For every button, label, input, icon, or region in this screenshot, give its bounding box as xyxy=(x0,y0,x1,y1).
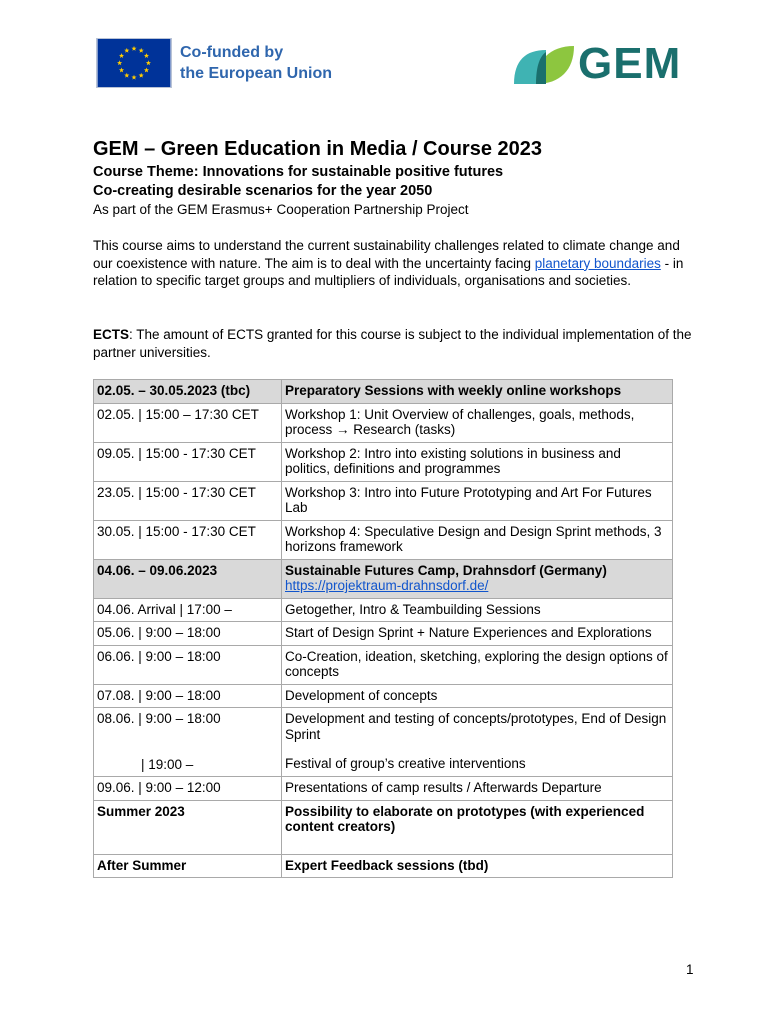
course-subtitle: Co-creating desirable scenarios for the year 2050 xyxy=(93,183,433,199)
project-line: As part of the GEM Erasmus+ Cooperation Partnership Project xyxy=(93,202,469,217)
table-cell-date: 02.05. | 15:00 – 17:30 CET xyxy=(94,403,282,442)
eu-flag-icon xyxy=(96,38,172,88)
gem-logo xyxy=(512,39,682,88)
table-cell-date: 06.06. | 9:00 – 18:00 xyxy=(94,645,282,684)
table-row xyxy=(94,403,673,442)
prep-header-row xyxy=(94,380,673,404)
table-cell-date: After Summer xyxy=(94,854,282,878)
table-cell-date: 07.08. | 9:00 – 18:00 xyxy=(94,684,282,708)
page-number: 1 xyxy=(686,962,694,977)
table-row xyxy=(94,481,673,520)
table-cell-desc: Workshop 4: Speculative Design and Design Sprint methods, 3 horizons framework xyxy=(282,520,673,559)
table-row xyxy=(94,708,673,777)
ects-label: ECTS xyxy=(93,327,130,342)
gem-leaf-icon xyxy=(512,44,576,86)
ects-paragraph xyxy=(93,326,693,361)
intro-text-before: This course aims to understand the current sustainability challenges related to climate change and our coexistence with nature. The aim is to deal with the uncertainty facing xyxy=(93,238,680,271)
table-cell-date: 04.06. Arrival | 17:00 – xyxy=(94,598,282,622)
ects-text: : The amount of ECTS granted for this course is subject to the individual implementation of the partner universities. xyxy=(93,327,692,360)
schedule-table xyxy=(93,379,673,878)
camp-title: Sustainable Futures Camp, Drahnsdorf (Germany) xyxy=(285,562,607,578)
table-cell-date: 04.06. – 09.06.2023 xyxy=(94,559,282,598)
eu-text-line1: Co-funded by xyxy=(180,44,284,61)
table-row xyxy=(94,442,673,481)
table-cell-date: 09.06. | 9:00 – 12:00 xyxy=(94,777,282,801)
table-cell-date: 02.05. – 30.05.2023 (tbc) xyxy=(94,380,282,404)
table-cell-date: 23.05. | 15:00 - 17:30 CET xyxy=(94,481,282,520)
date-line: 08.06. | 9:00 – 18:00 xyxy=(97,711,221,726)
table-cell-desc: Workshop 1: Unit Overview of challenges, goals, methods, process → Research (tasks) xyxy=(282,403,673,442)
table-cell-desc: Presentations of camp results / Afterwards Departure xyxy=(282,777,673,801)
table-cell-desc xyxy=(282,708,673,777)
eu-cofunded-text xyxy=(180,42,332,84)
summer-row xyxy=(94,800,673,854)
table-cell-date xyxy=(94,708,282,777)
table-cell-date: Summer 2023 xyxy=(94,800,282,854)
after-summer-row xyxy=(94,854,673,878)
table-cell-desc: Development of concepts xyxy=(282,684,673,708)
table-cell-desc: Start of Design Sprint + Nature Experiences and Explorations xyxy=(282,622,673,646)
table-row xyxy=(94,598,673,622)
gem-wordmark: GEM xyxy=(578,39,682,88)
table-row xyxy=(94,777,673,801)
evening-activity: Festival of group’s creative interventions xyxy=(285,756,526,771)
table-cell-desc: Workshop 3: Intro into Future Prototyping and Art For Futures Lab xyxy=(282,481,673,520)
intro-paragraph xyxy=(93,237,698,290)
table-cell-desc: Expert Feedback sessions (tbd) xyxy=(282,854,673,878)
evening-time: | 19:00 – xyxy=(141,756,194,772)
table-cell-date: 30.05. | 15:00 - 17:30 CET xyxy=(94,520,282,559)
table-cell-desc xyxy=(282,559,673,598)
desc-line: Development and testing of concepts/prototypes, End of Design Sprint xyxy=(285,711,667,742)
table-cell-date: 05.06. | 9:00 – 18:00 xyxy=(94,622,282,646)
intro-text-after: - in relation to specific target groups and multipliers of individuals, organisations and societies. xyxy=(93,255,684,289)
table-cell-desc: Co-Creation, ideation, sketching, exploring the design options of concepts xyxy=(282,645,673,684)
table-row xyxy=(94,645,673,684)
camp-website-link[interactable]: https://projektraum-drahnsdorf.de/ xyxy=(285,578,489,593)
document-title: GEM – Green Education in Media / Course 2023 xyxy=(93,138,543,160)
table-cell-desc: Preparatory Sessions with weekly online workshops xyxy=(282,380,673,404)
planetary-boundaries-link[interactable]: planetary boundaries xyxy=(534,255,661,271)
table-row xyxy=(94,520,673,559)
camp-header-row xyxy=(94,559,673,598)
eu-text-line2: the European Union xyxy=(180,65,332,82)
table-cell-desc: Workshop 2: Intro into existing solutions in business and politics, definitions and programmes xyxy=(282,442,673,481)
course-theme: Course Theme: Innovations for sustainable positive futures xyxy=(93,164,504,180)
eu-cofunded-logo xyxy=(96,38,341,90)
table-cell-desc: Getogether, Intro & Teambuilding Sessions xyxy=(282,598,673,622)
table-row xyxy=(94,622,673,646)
table-cell-desc: Possibility to elaborate on prototypes (with experienced content creators) xyxy=(282,800,673,854)
table-cell-date: 09.05. | 15:00 - 17:30 CET xyxy=(94,442,282,481)
table-row xyxy=(94,684,673,708)
